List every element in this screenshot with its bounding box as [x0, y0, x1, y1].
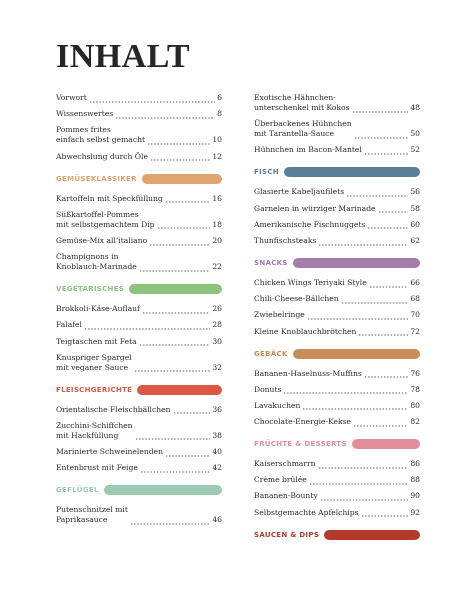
dot-leader [354, 129, 409, 139]
toc-entry-title: Chicken Wings Teriyaki Style [254, 277, 367, 287]
toc-entry[interactable] [254, 310, 420, 320]
toc-entry-page: 26 [212, 304, 222, 314]
toc-entry-page: 52 [410, 145, 420, 155]
section-header [56, 484, 222, 496]
toc-entry[interactable] [56, 447, 222, 457]
toc-entry[interactable] [56, 353, 222, 373]
dot-leader [369, 278, 409, 288]
toc-right-column [254, 93, 420, 550]
toc-entry[interactable] [56, 505, 222, 525]
section-header [254, 166, 420, 178]
dot-leader [320, 491, 409, 501]
dot-leader [157, 220, 211, 230]
toc-entry-title: Zwiebelringe [254, 310, 305, 320]
section-color-bar [129, 284, 222, 294]
dot-leader [367, 220, 408, 230]
section-label: FISCH [254, 168, 279, 177]
dot-leader [84, 320, 210, 330]
toc-entry-title: Überbackenes Hühnchen mit Tarantella-Sauce [254, 119, 352, 139]
toc-entry[interactable] [254, 236, 420, 246]
dot-leader [307, 310, 409, 320]
section-color-bar [284, 167, 420, 177]
toc-entry-page: 22 [212, 262, 222, 272]
dot-leader [149, 236, 210, 246]
toc-entry-title: Garnelen in würziger Marinade [254, 203, 376, 213]
toc-entry-page: 66 [410, 277, 420, 287]
toc-entry-title: Bananen-Haselnuss-Muffins [254, 368, 362, 378]
toc-entry-title: Crème brûlée [254, 475, 307, 485]
toc-entry-page: 42 [212, 463, 222, 473]
toc-entry[interactable] [254, 459, 420, 469]
toc-entry[interactable] [56, 421, 222, 441]
toc-entry[interactable] [254, 327, 420, 337]
toc-entry-page: 48 [410, 103, 420, 112]
toc-entry[interactable] [254, 204, 420, 214]
dot-leader [140, 463, 210, 473]
section-header [56, 283, 222, 295]
toc-entry-page: 76 [410, 368, 420, 378]
toc-entry[interactable] [56, 125, 222, 145]
toc-entry[interactable] [254, 401, 420, 411]
section-color-bar [142, 174, 222, 184]
toc-entry-page: 88 [410, 475, 420, 485]
dot-leader [89, 93, 215, 103]
toc-entry-page: 80 [410, 400, 420, 410]
section-color-bar [293, 258, 420, 268]
toc-entry-page: 90 [410, 491, 420, 501]
dot-leader [165, 447, 210, 457]
toc-entry-title: Gemüse-Mix all’italiano [56, 235, 148, 245]
page-title: INHALT [56, 38, 191, 75]
toc-entry-page: 86 [410, 459, 420, 469]
toc-entry[interactable] [56, 252, 222, 272]
dot-leader [364, 369, 409, 379]
toc-entry-title: Pommes frites einfach selbst gemacht [56, 125, 146, 145]
toc-entry-title: Teigtaschen mit Feta [56, 336, 137, 346]
dot-leader [318, 459, 409, 469]
dot-leader [130, 515, 210, 525]
dot-leader [302, 401, 408, 411]
toc-entry-title: Süßkartoffel-Pommes mit selbstgemachtem Dip [56, 209, 155, 229]
toc-entry[interactable] [56, 320, 222, 330]
toc-entry-page: 36 [212, 404, 222, 414]
dot-leader [364, 145, 408, 155]
toc-entry-page: 78 [410, 384, 420, 394]
toc-entry-page: 28 [212, 320, 222, 330]
dot-leader [378, 204, 409, 214]
toc-entry-page: 62 [410, 235, 420, 245]
section-color-bar [352, 439, 420, 449]
toc-entry-title: Bananen-Bounty [254, 491, 318, 501]
toc-entry-page: 10 [212, 135, 222, 145]
dot-leader [150, 152, 210, 162]
section-label: GEMÜSEKLASSIKER [56, 174, 137, 183]
toc-entry-page: 32 [212, 362, 222, 372]
toc-entry-page: 12 [212, 151, 222, 161]
section-label: FLEISCHGERICHTE [56, 385, 133, 394]
toc-entry[interactable] [254, 294, 420, 304]
toc-entry-title: Chili-Cheese-Bällchen [254, 294, 339, 304]
toc-entry-title: Chocolate-Energie-Kekse [254, 417, 352, 427]
toc-entry-page: 8 [217, 109, 222, 119]
toc-entry-page: 68 [410, 294, 420, 304]
toc-entry[interactable] [56, 236, 222, 246]
dot-leader [165, 194, 211, 204]
toc-entry-page: 70 [410, 310, 420, 320]
section-label: GEBÄCK [254, 349, 288, 358]
dot-leader [341, 294, 409, 304]
toc-entry-page: 50 [410, 129, 420, 139]
toc-entry-title: Hühnchen im Bacon-Mantel [254, 145, 362, 155]
toc-left-column [56, 93, 222, 531]
dot-leader [134, 363, 211, 373]
section-label: FRÜCHTE & DESSERTS [254, 440, 347, 449]
dot-leader [135, 431, 211, 441]
toc-entry[interactable] [254, 145, 420, 155]
toc-entry[interactable] [254, 369, 420, 379]
toc-entry[interactable] [254, 508, 420, 518]
dot-leader [283, 385, 408, 395]
toc-entry[interactable] [254, 187, 420, 197]
toc-entry-title: Putenschnitzel mit Paprikasauce [56, 505, 128, 525]
toc-entry-title: Zucchini-Schiffchen mit Hackfüllung [56, 420, 133, 440]
toc-entry-title: Lavakuchen [254, 400, 301, 410]
toc-entry[interactable] [254, 220, 420, 230]
section-label: SNACKS [254, 258, 288, 267]
toc-entry-page: 60 [410, 219, 420, 229]
toc-entry[interactable] [254, 385, 420, 395]
toc-entry-title: Knuspriger Spargel mit veganer Sauce [56, 352, 132, 372]
toc-entry-title: Vorwort [56, 93, 87, 102]
toc-entry[interactable] [56, 194, 222, 204]
toc-entry-page: 20 [212, 235, 222, 245]
toc-entry[interactable] [56, 93, 222, 103]
toc-entry-title: Selbstgemachte Apfelchips [254, 507, 359, 517]
toc-entry-page: 38 [212, 430, 222, 440]
toc-entry-title: Marinierte Schweinelenden [56, 447, 163, 457]
section-header [254, 348, 420, 360]
toc-entry[interactable] [56, 405, 222, 415]
toc-entry[interactable] [254, 417, 420, 427]
dot-leader [346, 187, 408, 197]
section-label: GEFLÜGEL [56, 486, 99, 495]
toc-entry[interactable] [56, 210, 222, 230]
toc-entry[interactable] [56, 337, 222, 347]
toc-entry-title: Falafel [56, 320, 82, 330]
toc-entry-title: Orientalische Fleischbällchen [56, 404, 171, 414]
section-label: VEGETARISCHES [56, 285, 125, 294]
toc-entry-title: Abwechslung durch Öle [56, 151, 148, 161]
section-label: SAUCEN & DIPS [254, 530, 320, 539]
toc-entry-page: 72 [410, 326, 420, 336]
section-header [254, 438, 420, 450]
toc-entry-page: 18 [212, 219, 222, 229]
dot-leader [115, 109, 215, 119]
toc-entry-page: 92 [410, 507, 420, 517]
toc-entry-title: Champignons in Knoblauch-Marinade [56, 252, 137, 272]
toc-entry[interactable] [254, 475, 420, 485]
toc-entry[interactable] [56, 304, 222, 314]
dot-leader [361, 508, 409, 518]
toc-entry-title: Kleine Knoblauchbrötchen [254, 326, 357, 336]
dot-leader [309, 475, 408, 485]
toc-entry-page: 82 [410, 417, 420, 427]
toc-entry-title: Wissenswertes [56, 109, 114, 119]
toc-entry[interactable] [56, 109, 222, 119]
toc-entry[interactable] [254, 278, 420, 288]
toc-entry-page: 46 [212, 515, 222, 525]
section-color-bar [293, 349, 420, 359]
section-header [56, 173, 222, 185]
toc-entry[interactable] [56, 463, 222, 473]
toc-entry-title: Thunfischsteaks [254, 235, 317, 245]
section-color-bar [324, 530, 420, 540]
toc-entry-page: 6 [217, 93, 222, 102]
toc-entry-page: 30 [212, 336, 222, 346]
toc-entry-page: 16 [212, 193, 222, 203]
dot-leader [358, 327, 408, 337]
toc-entry-title: Amerikanische Fischnuggets [254, 219, 366, 229]
dot-leader [139, 262, 211, 272]
section-header [56, 384, 222, 396]
dot-leader [353, 417, 408, 427]
toc-entry-page: 58 [410, 203, 420, 213]
section-header [254, 529, 420, 541]
toc-entry[interactable] [56, 152, 222, 162]
toc-entry-title: Glasierte Kabeljaufilets [254, 187, 345, 197]
dot-leader [318, 236, 408, 246]
toc-entry-page: 40 [212, 447, 222, 457]
toc-entry[interactable] [254, 93, 420, 113]
dot-leader [139, 337, 211, 347]
toc-entry-title: Brokkoli-Käse-Auflauf [56, 304, 140, 314]
section-color-bar [137, 385, 222, 395]
toc-entry-title: Kaiserschmarrn [254, 459, 316, 469]
toc-entry-title: Exotische Hähnchen- unterschenkel mit Kokos [254, 93, 350, 112]
toc-entry-title: Entenbrust mit Feige [56, 463, 138, 473]
dot-leader [142, 304, 211, 314]
dot-leader [147, 135, 210, 145]
section-color-bar [104, 485, 222, 495]
section-header [254, 257, 420, 269]
toc-entry-page: 56 [410, 187, 420, 197]
toc-entry-title: Kartoffeln mit Speckfüllung [56, 193, 163, 203]
dot-leader [352, 103, 409, 113]
toc-entry[interactable] [254, 119, 420, 139]
toc-entry[interactable] [254, 491, 420, 501]
dot-leader [173, 405, 211, 415]
toc-entry-title: Donuts [254, 384, 282, 394]
